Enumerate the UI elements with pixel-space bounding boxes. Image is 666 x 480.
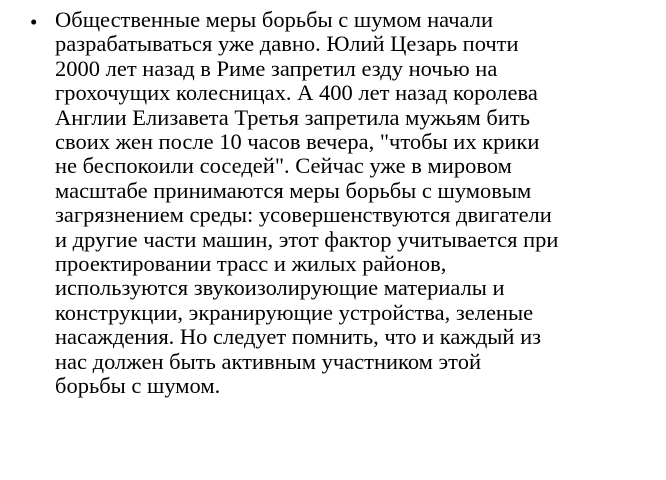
text-line: используются звукоизолирующие материалы и (55, 275, 505, 301)
text-line: не беспокоили соседей". Сейчас уже в мировом (55, 153, 512, 179)
text-line: масштабе принимаются меры борьбы с шумовым (55, 177, 532, 203)
text-line: разрабатываться уже давно. Юлий Цезарь почти (55, 31, 519, 57)
text-line: и другие части машин, этот фактор учитывается при (55, 226, 559, 252)
text-line: Общественные меры борьбы с шумом начали (55, 7, 494, 32)
text-line: загрязнением среды: усовершенствуются двигатели (55, 202, 552, 228)
paragraph-text (55, 8, 655, 399)
bullet-marker: • (30, 10, 38, 34)
text-line: конструкции, экранирующие устройства, зеленые (55, 299, 534, 325)
text-line: насаждения. Но следует помнить, что и каждый из (55, 324, 542, 350)
text-line: своих жен после 10 часов вечера, "чтобы их крики (55, 129, 540, 155)
text-line: Англии Елизавета Третья запретила мужьям бить (55, 104, 530, 130)
text-line: 2000 лет назад в Риме запретил езду ночью на (55, 55, 498, 81)
text-line: борьбы с шумом. (55, 373, 221, 399)
text-line: проектировании трасс и жилых районов, (55, 251, 447, 277)
text-line: нас должен быть активным участником этой (55, 348, 482, 374)
text-line: грохочущих колесницах. А 400 лет назад королева (55, 80, 538, 106)
